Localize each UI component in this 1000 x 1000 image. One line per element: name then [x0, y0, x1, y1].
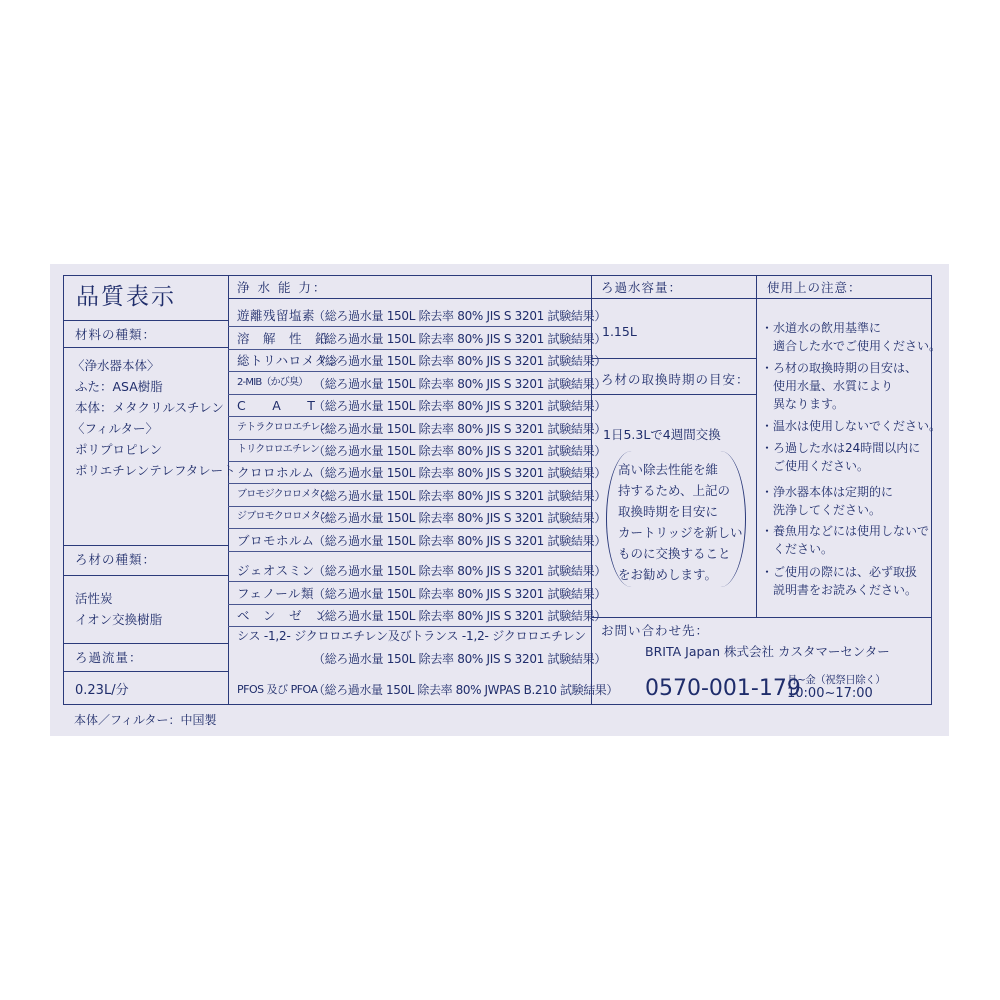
filter-media-line: 活性炭 [75, 591, 113, 606]
flow-rate-header: ろ過流量： [75, 650, 143, 665]
capacity-substance: 総トリハロメタン [237, 353, 341, 368]
capacity-result: （総ろ過水量 150L 除去率 80% JIS S 3201 試験結果） [313, 534, 607, 548]
capacity-rule [228, 528, 591, 529]
capacity-rule [228, 581, 591, 582]
capacity-rule [228, 394, 591, 395]
capacity-rule [228, 461, 591, 462]
cis-trans-line: シス -1,2- ジクロロエチレン及びトランス -1,2- ジクロロエチレン [237, 629, 586, 643]
capacity-substance: クロロホルム [237, 465, 315, 480]
origin-note: 本体／フィルター：中国製 [74, 713, 217, 727]
capacity-substance: トリクロロエチレン [237, 444, 320, 455]
capacity-rule [228, 371, 591, 372]
note-line: ・養魚用などには使用しないで [761, 524, 930, 538]
capacity-substance: 溶 解 性 鉛 [237, 331, 329, 346]
capacity-substance: 2-MIB（かび臭） [237, 377, 308, 388]
capacity-rule [228, 604, 591, 605]
capacity-header: 浄 水 能 力： [237, 280, 328, 295]
capacity-substance: C A T [237, 398, 316, 413]
filter-media-header: ろ材の種類： [75, 552, 157, 567]
replacement-note-line: 高い除去性能を維 [618, 462, 719, 477]
capacity-substance: 遊離残留塩素 [237, 308, 316, 323]
cis-trans-result: （総ろ過水量 150L 除去率 80% JIS S 3201 試験結果） [313, 652, 607, 666]
note-line: ・ろ過した水は24時間以内に [761, 441, 921, 455]
materials-line: ポリプロピレン [75, 442, 163, 457]
pfos-substance: PFOS 及び PFOA [237, 683, 318, 696]
capacity-result: （総ろ過水量 150L 除去率 80% JIS S 3201 試験結果） [313, 332, 607, 346]
capacity-result: （総ろ過水量 150L 除去率 80% JIS S 3201 試験結果） [313, 399, 607, 413]
capacity-substance: テトラクロロエチレン [237, 422, 329, 433]
note-line: ・浄水器本体は定期的に [761, 485, 894, 499]
replacement-note-line: をお勧めします。 [618, 567, 718, 582]
capacity-result: （総ろ過水量 150L 除去率 80% JIS S 3201 試験結果） [313, 564, 607, 578]
replacement-header: ろ材の取換時期の目安： [601, 372, 750, 387]
capacity-substance: ジブロモクロロメタン [237, 511, 329, 522]
materials-line: 〈フィルター〉 [72, 421, 159, 436]
replacement-note-line: 取換時期を目安に [618, 504, 719, 519]
capacity-substance: ブロモホルム [237, 533, 315, 548]
replacement-note-line: カートリッジを新しい [618, 525, 743, 540]
capacity-substance: ジェオスミン [237, 563, 315, 578]
label-title: 品質表示 [76, 284, 176, 310]
flow-rate-value: 0.23L/分 [75, 683, 129, 698]
contact-days: 月~金（祝祭日除く） [787, 674, 886, 686]
replacement-value: 1日5.3Lで4週間交換 [603, 427, 721, 442]
capacity-rule [228, 439, 591, 440]
contact-header: お問い合わせ先： [601, 623, 710, 638]
capacity-rule [228, 416, 591, 417]
notes-header: 使用上の注意： [767, 280, 862, 295]
capacity-result: （総ろ過水量 150L 除去率 80% JIS S 3201 試験結果） [313, 511, 607, 525]
note-line: 説明書をお読みください。 [761, 583, 918, 597]
materials-line: 〈浄水器本体〉 [72, 358, 160, 373]
capacity-rule [228, 349, 591, 350]
note-line: ください。 [761, 542, 834, 556]
replacement-note-line: ものに交換すること [618, 546, 731, 561]
capacity-result: （総ろ過水量 150L 除去率 80% JIS S 3201 試験結果） [313, 489, 607, 503]
capacity-result: （総ろ過水量 150L 除去率 80% JIS S 3201 試験結果） [313, 309, 607, 323]
capacity-result: （総ろ過水量 150L 除去率 80% JIS S 3201 試験結果） [313, 587, 607, 601]
contact-company: BRITA Japan 株式会社 カスタマーセンター [645, 644, 890, 659]
capacity-rule [228, 626, 591, 627]
capacity-substance: フェノール類 [237, 586, 315, 601]
materials-line: ふた：ASA樹脂 [75, 379, 163, 394]
note-line: ご使用ください。 [761, 459, 870, 473]
contact-phone: 0570-001-179 [645, 676, 801, 701]
capacity-substance: ブロモジクロロメタン [237, 489, 329, 500]
capacity-result: （総ろ過水量 150L 除去率 80% JIS S 3201 試験結果） [313, 444, 607, 458]
materials-line: 本体：メタクリルスチレン [75, 400, 224, 415]
note-line: ・温水は使用しないでください。 [761, 419, 942, 433]
capacity-result: （総ろ過水量 150L 除去率 80% JIS S 3201 試験結果） [313, 377, 607, 391]
capacity-result: （総ろ過水量 150L 除去率 80% JIS S 3201 試験結果） [313, 466, 607, 480]
capacity-rule [228, 483, 591, 484]
filter-media-line: イオン交換樹脂 [75, 612, 163, 627]
note-line: ・ろ材の取換時期の目安は、 [761, 361, 918, 375]
volume-value: 1.15L [602, 324, 637, 339]
note-line: 異なります。 [761, 397, 845, 411]
note-line: 洗浄してください。 [761, 503, 882, 517]
replacement-note-line: 持するため、上記の [618, 483, 731, 498]
note-line: ・ご使用の際には、必ず取扱 [761, 565, 918, 579]
capacity-rule [228, 551, 591, 552]
pfos-result: （総ろ過水量 150L 除去率 80% JWPAS B.210 試験結果） [313, 683, 619, 697]
capacity-result: （総ろ過水量 150L 除去率 80% JIS S 3201 試験結果） [313, 609, 607, 623]
capacity-rule [228, 326, 591, 327]
materials-header: 材料の種類： [75, 327, 157, 342]
capacity-substance: ベ ン ゼ ン [237, 608, 329, 623]
volume-header: ろ過水容量： [601, 280, 683, 295]
contact-hours: 10:00~17:00 [787, 686, 873, 701]
materials-line: ポリエチレンテレフタレート [75, 463, 236, 478]
note-line: 使用水量、水質により [761, 379, 894, 393]
capacity-result: （総ろ過水量 150L 除去率 80% JIS S 3201 試験結果） [313, 422, 607, 436]
capacity-rule [228, 506, 591, 507]
capacity-result: （総ろ過水量 150L 除去率 80% JIS S 3201 試験結果） [313, 354, 607, 368]
note-line: ・水道水の飲用基準に [761, 321, 882, 335]
note-line: 適合した水でご使用ください。 [761, 339, 942, 353]
